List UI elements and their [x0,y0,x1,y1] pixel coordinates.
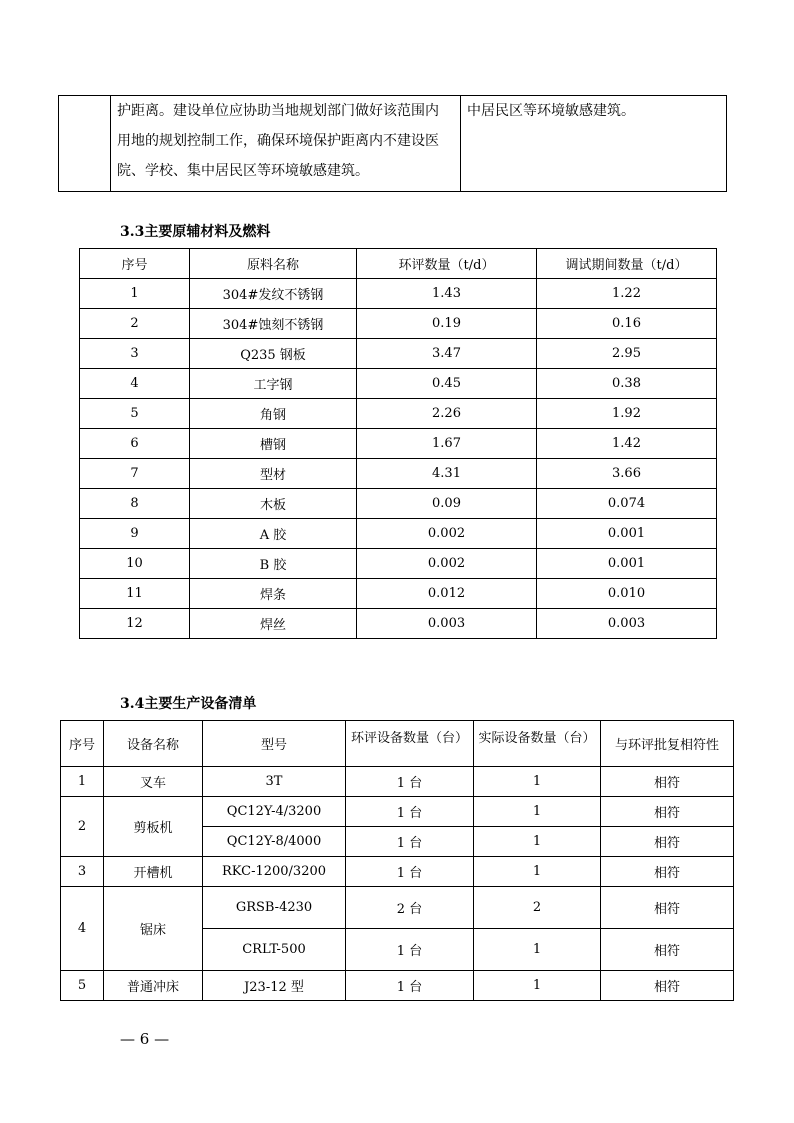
table-cell: 工字钢 [190,369,357,399]
table-cell [461,96,727,192]
table-cell: 2.26 [357,399,537,429]
table-cell: 11 [80,579,190,609]
table-row [61,797,734,827]
table-cell: 普通冲床 [104,971,203,1001]
table-cell: 5 [61,971,104,1001]
table-cell: 剪板机 [104,797,203,857]
header-cell: 原料名称 [190,249,357,279]
table-cell: 相符 [601,797,734,827]
header-cell: 型号 [203,721,346,767]
table-cell: 0.16 [537,309,717,339]
table-cell: 3.47 [357,339,537,369]
table-cell: 0.45 [357,369,537,399]
table-cell: 3 [61,857,104,887]
table-row [61,767,734,797]
table-cell: A 胶 [190,519,357,549]
text-line: 护距离。建设单位应协助当地规划部门做好该范围内 [117,103,439,119]
table-cell: 1 台 [346,797,474,827]
header-cell: 调试期间数量（t/d） [537,249,717,279]
continuation-table [58,95,727,192]
table-cell: 1 [474,971,601,1001]
table-row [80,519,717,549]
table-cell: 1 台 [346,827,474,857]
table-cell: 0.012 [357,579,537,609]
header-cell: 与环评批复相符性 [601,721,734,767]
table-cell: 10 [80,549,190,579]
table-row [61,857,734,887]
table-cell: QC12Y-4/3200 [203,797,346,827]
header-cell: 环评设备数量（台） [346,721,474,767]
table-cell: 1 [474,929,601,971]
table-cell: 槽钢 [190,429,357,459]
table-row [61,971,734,1001]
table-cell: 1 [474,797,601,827]
table-cell: 12 [80,609,190,639]
table-cell: 6 [80,429,190,459]
table-cell [111,96,461,192]
section-heading-3-4: 3.4主要生产设备清单 [120,696,257,712]
table-cell: 3T [203,767,346,797]
table-cell: 相符 [601,857,734,887]
table-cell: 0.001 [537,519,717,549]
text-line: 用地的规划控制工作，确保环境保护距离内不建设医 [117,133,439,149]
table-row [59,96,727,192]
table-row [80,429,717,459]
table-cell: 开槽机 [104,857,203,887]
table-cell: 叉车 [104,767,203,797]
table-row [80,309,717,339]
table-cell: 1 台 [346,767,474,797]
table-cell: 1.22 [537,279,717,309]
table-cell: 0.001 [537,549,717,579]
materials-table [79,248,717,639]
table-cell: 1 台 [346,857,474,887]
table-cell: J23-12 型 [203,971,346,1001]
table-row [80,369,717,399]
table-cell: GRSB-4230 [203,887,346,929]
table-row [80,279,717,309]
table-cell [59,96,111,192]
header-cell: 环评数量（t/d） [357,249,537,279]
table-cell: 0.38 [537,369,717,399]
table-cell: 0.19 [357,309,537,339]
table-cell: 8 [80,489,190,519]
table-cell: 1.92 [537,399,717,429]
table-cell: Q235 钢板 [190,339,357,369]
table-row [61,887,734,929]
table-cell: B 胶 [190,549,357,579]
table-cell: 1 [474,827,601,857]
header-cell: 序号 [61,721,104,767]
table-cell: 4 [61,887,104,971]
table-cell: 0.074 [537,489,717,519]
table-cell: 2 [61,797,104,857]
table-header-row [61,721,734,767]
table-cell: 相符 [601,929,734,971]
table-cell: CRLT-500 [203,929,346,971]
table-cell: 0.002 [357,519,537,549]
table-cell: 0.002 [357,549,537,579]
table-cell: 1.67 [357,429,537,459]
table-row [80,579,717,609]
table-cell: 5 [80,399,190,429]
table-cell: 相符 [601,767,734,797]
table-row [80,459,717,489]
table-cell: 1 [61,767,104,797]
table-row [80,609,717,639]
header-cell: 设备名称 [104,721,203,767]
table-cell: 2 [474,887,601,929]
table-cell: 1 [474,857,601,887]
table-cell: RKC-1200/3200 [203,857,346,887]
table-cell: 4 [80,369,190,399]
table-cell: 304#蚀刻不锈钢 [190,309,357,339]
table-header-row [80,249,717,279]
table-cell: 7 [80,459,190,489]
table-cell: 2 [80,309,190,339]
text-line: 院、学校、集中居民区等环境敏感建筑。 [117,163,369,179]
table-row [80,399,717,429]
table-cell: 相符 [601,887,734,929]
table-cell: 3.66 [537,459,717,489]
table-cell: 相符 [601,827,734,857]
table-cell: 0.09 [357,489,537,519]
header-cell: 序号 [80,249,190,279]
table-cell: 0.010 [537,579,717,609]
table-cell: 1.42 [537,429,717,459]
table-cell: 焊丝 [190,609,357,639]
table-row [80,549,717,579]
table-cell: 焊条 [190,579,357,609]
table-cell: 型材 [190,459,357,489]
table-cell: QC12Y-8/4000 [203,827,346,857]
table-row [80,339,717,369]
page-number: — 6 — [120,1030,170,1048]
table-cell: 3 [80,339,190,369]
table-cell: 1 [474,767,601,797]
table-cell: 2 台 [346,887,474,929]
table-cell: 木板 [190,489,357,519]
table-cell: 304#发纹不锈钢 [190,279,357,309]
header-cell: 实际设备数量（台） [474,721,601,767]
table-cell: 1 台 [346,971,474,1001]
table-cell: 1 台 [346,929,474,971]
table-cell: 9 [80,519,190,549]
section-heading-3-3: 3.3主要原辅材料及燃料 [120,224,271,240]
table-cell: 角钢 [190,399,357,429]
table-cell: 0.003 [357,609,537,639]
equipment-table [60,720,734,1001]
text-line: 中居民区等环境敏感建筑。 [467,103,635,119]
table-cell: 0.003 [537,609,717,639]
table-cell: 相符 [601,971,734,1001]
table-cell: 2.95 [537,339,717,369]
table-row [80,489,717,519]
table-cell: 1 [80,279,190,309]
table-cell: 1.43 [357,279,537,309]
table-cell: 锯床 [104,887,203,971]
table-cell: 4.31 [357,459,537,489]
